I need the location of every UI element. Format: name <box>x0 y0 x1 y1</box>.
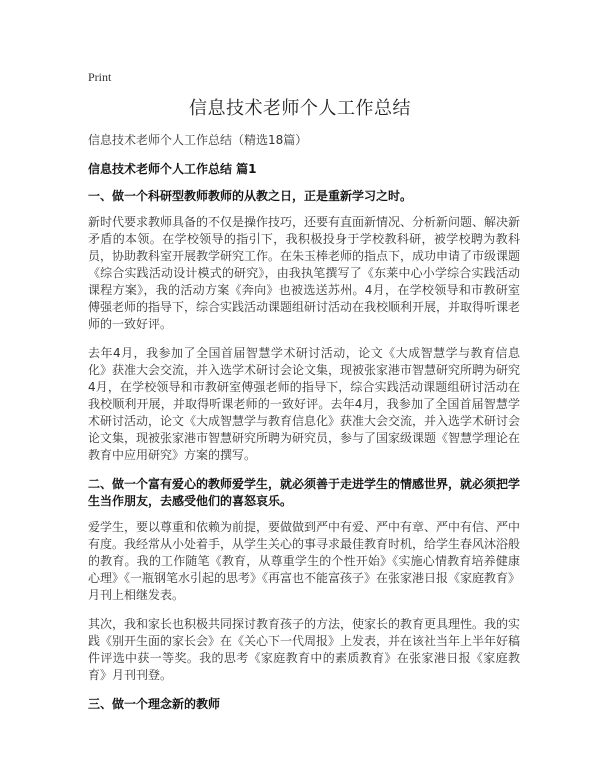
paragraph: 其次，我和家长也积极共同探讨教育孩子的方法，使家长的教育更具理性。我的实践《别开生面的家长会》在《关心下一代周报》上发表，并在该社当年上半年好稿件评选中获一等奖。我的思考《家庭教育中的素质教育》在张家港日报《家庭教育》月刊刊登。 <box>88 617 521 682</box>
point-heading-3: 三、做一个理念新的教师 <box>88 697 221 711</box>
document-title: 信息技术老师个人工作总结 <box>189 98 411 119</box>
paragraph: 去年4月，我参加了全国首届智慧学术研讨活动，论文《大成智慧学与教育信息化》获准大会交流，并入选学术研讨会论文集，现被张家港市智慧研究所聘为研究4月，在学校领导和市教研室傅强老师的指导下，综合实践活动课题组研讨活动在我校顺利开展，并取得听课老师的一致好评。去年4月，我参加了全国首届智慧学术研讨活动，论文《大成智慧学与教育信息化》获准大会交流，并入选学术研讨会论文集，现被张家港市智慧研究所聘为研究员，参与了国家级课题《智慧学理论在教育中应用研究》方案的撰写。 <box>88 346 521 462</box>
point-heading-2: 二、做一个富有爱心的教师爱学生，就必须善于走进学生的情感世界，就必须把学生当作朋友，去感受他们的喜怒哀乐。 <box>88 477 521 508</box>
paragraph: 爱学生，要以尊重和依赖为前提，要做做到严中有爱、严中有章、严中有信、严中有度。我经常从小处着手，从学生关心的事寻求最佳教育时机，给学生春风沐浴般的教育。我的工作随笔《教育，从尊重学生的个性开始》《实施心情教育培养健康心理》《一瓶钢笔水引起的思考》《再富也不能富孩子》在张家港日报《家庭教育》月刊上相继发表。 <box>88 520 521 602</box>
point-heading-1: 一、做一个科研型教师教师的从教之日，正是重新学习之时。 <box>88 189 413 203</box>
print-link[interactable]: Print <box>88 70 112 84</box>
section-heading: 信息技术老师个人工作总结 篇1 <box>88 162 257 176</box>
paragraph: 新时代要求教师具备的不仅是操作技巧，还要有直面新情况、分析新问题、解决新矛盾的本领。在学校领导的指引下，我积极投身于学校教科研，被学校聘为教科员，协助教科室开展教学研究工作。在朱玉棒老师的指点下，成功申请了市级课题《综合实践活动设计模式的研究》，由我执笔撰写了《东莱中心小学综合实践活动课程方案》，我的活动方案《奔向》也被选送苏州。4月，在学校领导和市教研室傅强老师的指导下，综合实践活动课题组研讨活动在我校顺利开展，并取得听课老师的一致好评。 <box>88 215 521 331</box>
document-subtitle: 信息技术老师个人工作总结（精选18篇） <box>88 133 308 147</box>
document-body <box>88 132 520 722</box>
